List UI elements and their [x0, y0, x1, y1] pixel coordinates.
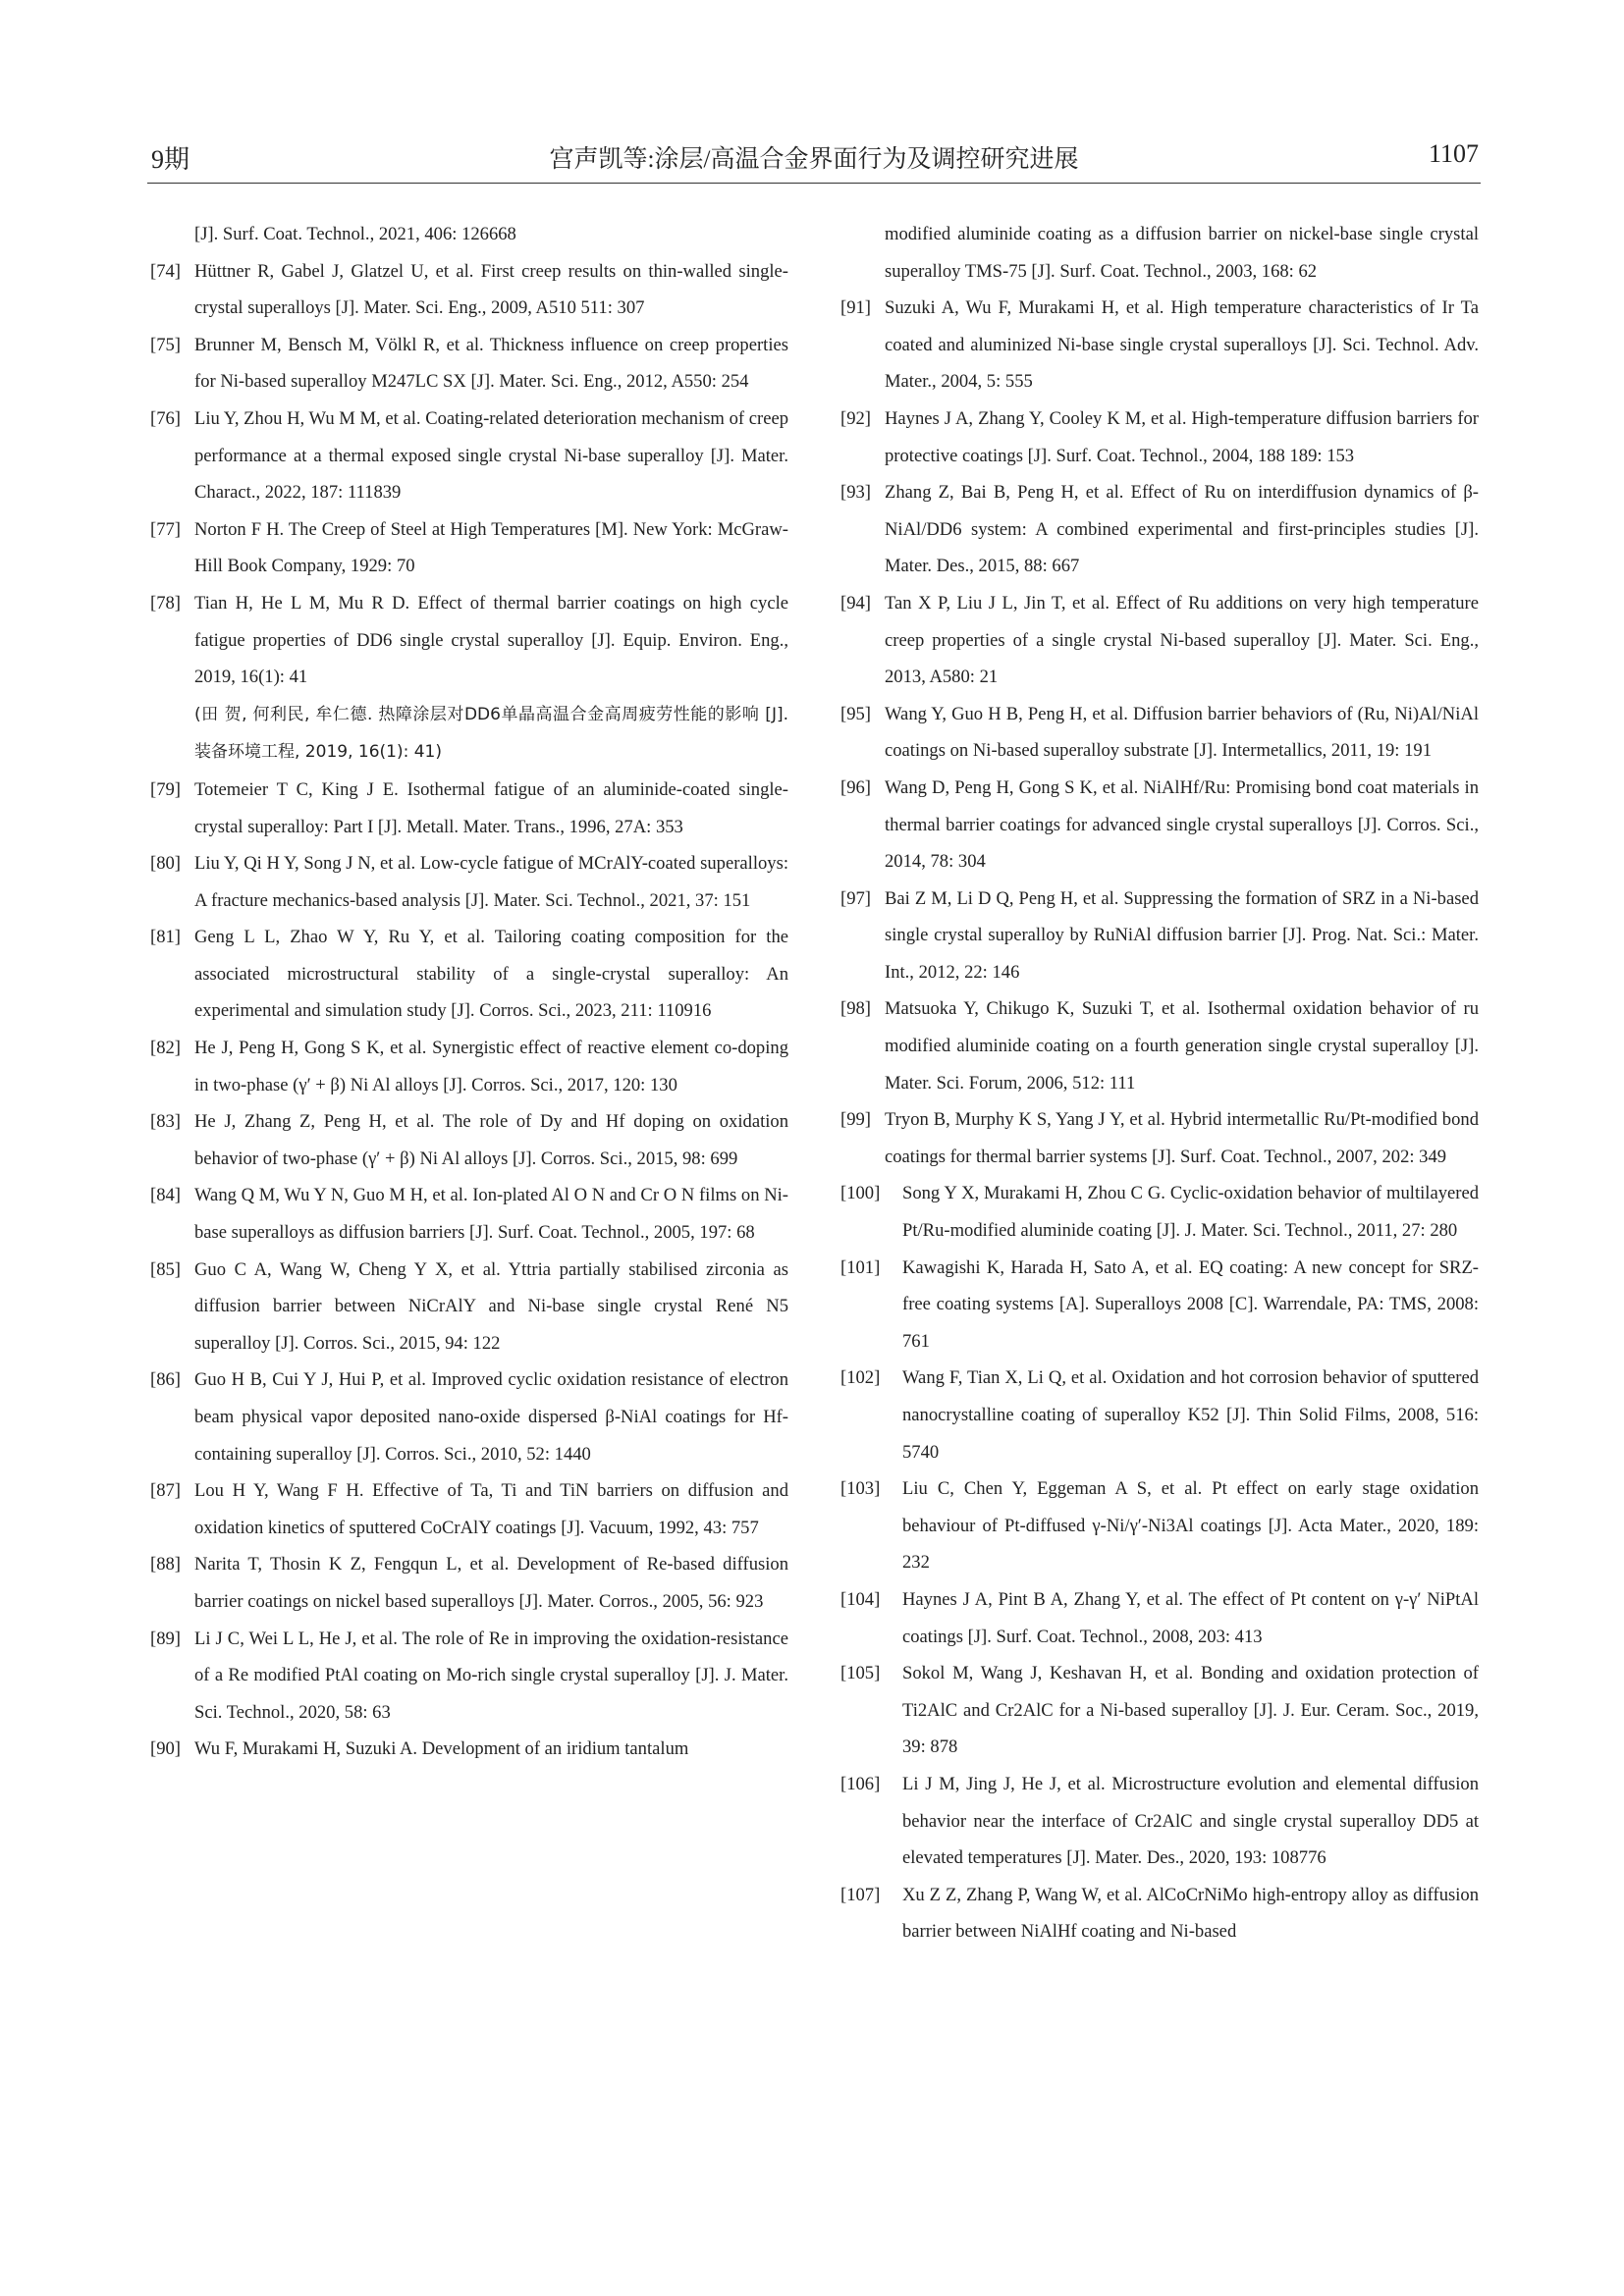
reference-entry: [150, 1621, 788, 1732]
reference-entry: [150, 1731, 788, 1768]
reference-entry: [150, 1177, 788, 1251]
reference-text: Liu Y, Zhou H, Wu M M, et al. Coating-related deterioration mechanism of creep performance at a thermal exposed single crystal Ni-base superalloy [J]. Mater. Charact., 2022, 187: 111839: [194, 407, 788, 504]
reference-entry: [840, 1175, 1479, 1249]
reference-text: Wang F, Tian X, Li Q, et al. Oxidation and hot corrosion behavior of sputtered nanocrystalline coating of superalloy K52 [J]. Thin Solid Films, 2008, 516: 5740: [902, 1367, 1479, 1463]
reference-entry: [150, 327, 788, 400]
running-title: 宫声凯等:涂层/高温合金界面行为及调控研究进展: [549, 146, 1079, 173]
reference-number: [98]: [840, 998, 871, 1020]
reference-text: modified aluminide coating as a diffusion barrier on nickel-base single crystal superalloy TMS-75 [J]. Surf. Coat. Technol., 2003, 168: 62: [885, 224, 1479, 282]
reference-entry: [150, 1362, 788, 1472]
reference-text: He J, Peng H, Gong S K, et al. Synergistic effect of reactive element co-doping in two-phase (γ′ + β) Ni Al alloys [J]. Corros. Sci., 2017, 120: 130: [194, 1038, 788, 1095]
reference-text: Wang Q M, Wu Y N, Guo M H, et al. Ion-plated Al O N and Cr O N films on Ni-base superalloys as diffusion barriers [J]. Surf. Coat. Technol., 2005, 197: 68: [194, 1185, 788, 1244]
reference-number: [105]: [840, 1663, 881, 1684]
reference-entry: [840, 1766, 1479, 1877]
reference-entry: [840, 1877, 1479, 1950]
reference-number: [75]: [150, 334, 181, 355]
reference-number: [82]: [150, 1038, 181, 1059]
reference-text: Geng L L, Zhao W Y, Ru Y, et al. Tailoring coating composition for the associated microstructural stability of a single-crystal superalloy: An experimental and simulation study [J]. Corros. Sci., 2023, 211: 110916: [194, 927, 788, 1022]
reference-entry: [840, 1581, 1479, 1655]
reference-column-left: [150, 216, 788, 1768]
reference-text: Guo C A, Wang W, Cheng Y X, et al. Yttria partially stabilised zirconia as diffusion barrier between NiCrAlY and Ni-base single crystal René N5 superalloy [J]. Corros. Sci., 2015, 94: 122: [194, 1258, 788, 1354]
header-rule: [147, 183, 1481, 184]
reference-number: [101]: [840, 1256, 881, 1278]
reference-entry: [840, 770, 1479, 881]
reference-text: Li J M, Jing J, He J, et al. Microstructure evolution and elemental diffusion behavior near the interface of Cr2AlC and single crystal superalloy DD5 at elevated temperatures [J]. Mater. Des., 2020, 193: 108776: [902, 1773, 1479, 1869]
reference-number: [93]: [840, 482, 871, 504]
reference-text: Totemeier T C, King J E. Isothermal fatigue of an aluminide-coated single-crystal superalloy: Part I [J]. Metall. Mater. Trans., 1996, 27A: 353: [194, 778, 788, 837]
reference-number: [76]: [150, 407, 181, 429]
reference-number: [95]: [840, 703, 871, 724]
reference-number: [74]: [150, 260, 181, 282]
reference-entry: [150, 1546, 788, 1620]
reference-text: Narita T, Thosin K Z, Fengqun L, et al. Development of Re-based diffusion barrier coatings on nickel based superalloys [J]. Mater. Corros., 2005, 56: 923: [194, 1554, 788, 1612]
reference-number: [107]: [840, 1884, 881, 1905]
reference-entry: [840, 990, 1479, 1101]
reference-entry: [840, 1360, 1479, 1470]
reference-entry: [150, 1252, 788, 1362]
reference-text: Sokol M, Wang J, Keshavan H, et al. Bonding and oxidation protection of Ti2AlC and Cr2AlC for a Ni-based superalloy [J]. J. Eur. Ceram. Soc., 2019, 39: 878: [902, 1663, 1479, 1758]
reference-entry: [150, 1030, 788, 1103]
reference-number: [102]: [840, 1367, 881, 1389]
reference-number: [91]: [840, 297, 871, 319]
reference-text: Tryon B, Murphy K S, Yang J Y, et al. Hybrid intermetallic Ru/Pt-modified bond coatings for thermal barrier systems [J]. Surf. Coat. Technol., 2007, 202: 349: [885, 1109, 1479, 1167]
reference-number: [99]: [840, 1109, 871, 1131]
reference-number: [94]: [840, 592, 871, 614]
reference-text: Wang Y, Guo H B, Peng H, et al. Diffusion barrier behaviors of (Ru, Ni)Al/NiAl coatings on Ni-based superalloy substrate [J]. Intermetallics, 2011, 19: 191: [885, 703, 1479, 762]
reference-text: Haynes J A, Pint B A, Zhang Y, et al. The effect of Pt content on γ-γ′ NiPtAl coatings [J]. Surf. Coat. Technol., 2008, 203: 413: [902, 1588, 1479, 1647]
page-number: 1107: [1428, 139, 1479, 168]
reference-text: [J]. Surf. Coat. Technol., 2021, 406: 126668: [194, 224, 516, 244]
reference-entry: [840, 216, 1479, 290]
reference-number: [80]: [150, 853, 181, 875]
reference-text: He J, Zhang Z, Peng H, et al. The role of Dy and Hf doping on oxidation behavior of two-phase (γ′ + β) Ni Al alloys [J]. Corros. Sci., 2015, 98: 699: [194, 1111, 788, 1169]
reference-number: [106]: [840, 1773, 881, 1794]
reference-number: [79]: [150, 778, 181, 800]
reference-text: Bai Z M, Li D Q, Peng H, et al. Suppressing the formation of SRZ in a Ni-based single crystal superalloy by RuNiAl diffusion barrier [J]. Prog. Nat. Sci.: Mater. Int., 2012, 22: 146: [885, 887, 1479, 983]
reference-entry: [840, 696, 1479, 770]
reference-entry: [150, 253, 788, 327]
reference-text: Suzuki A, Wu F, Murakami H, et al. High temperature characteristics of Ir Ta coated and aluminized Ni-base single crystal superalloys [J]. Sci. Technol. Adv. Mater., 2004, 5: 555: [885, 297, 1479, 393]
reference-entry: [840, 290, 1479, 400]
reference-number: [77]: [150, 518, 181, 540]
reference-number: [88]: [150, 1554, 181, 1575]
reference-number: [103]: [840, 1478, 881, 1500]
reference-entry: [150, 845, 788, 919]
reference-entry: [840, 1250, 1479, 1361]
reference-entry: [150, 1472, 788, 1546]
reference-entry: [840, 881, 1479, 991]
reference-number: [78]: [150, 592, 181, 614]
reference-number: [90]: [150, 1738, 181, 1760]
running-header: [147, 139, 1481, 179]
reference-number: [104]: [840, 1588, 881, 1610]
reference-number: [81]: [150, 927, 181, 948]
reference-text: Li J C, Wei L L, He J, et al. The role of Re in improving the oxidation-resistance of a Re modified PtAl coating on Mo-rich single crystal superalloy [J]. J. Mater. Sci. Technol., 2020, 58: 63: [194, 1628, 788, 1723]
reference-entry: [150, 511, 788, 585]
reference-text: Tian H, He L M, Mu R D. Effect of thermal barrier coatings on high cycle fatigue properties of DD6 single crystal superalloy [J]. Equip. Environ. Eng., 2019, 16(1): 41: [194, 592, 788, 688]
reference-entry: [840, 400, 1479, 474]
reference-number: [87]: [150, 1480, 181, 1502]
reference-entry: [150, 772, 788, 845]
reference-number: [85]: [150, 1258, 181, 1280]
reference-entry: [150, 216, 788, 253]
reference-number: [97]: [840, 887, 871, 909]
issue-label: 9期: [151, 145, 190, 174]
reference-text: Wang D, Peng H, Gong S K, et al. NiAlHf/Ru: Promising bond coat materials in thermal barrier coatings for advanced single crystal superalloys [J]. Corros. Sci., 2014, 78: 304: [885, 776, 1479, 873]
reference-number: [92]: [840, 407, 871, 429]
reference-text: Hüttner R, Gabel J, Glatzel U, et al. First creep results on thin-walled single-crystal superalloys [J]. Mater. Sci. Eng., 2009, A510 511: 307: [194, 260, 788, 319]
reference-number: [86]: [150, 1369, 181, 1391]
reference-text: Tan X P, Liu J L, Jin T, et al. Effect of Ru additions on very high temperature creep properties of a single crystal Ni-based superalloy [J]. Mater. Sci. Eng., 2013, A580: 21: [885, 592, 1479, 688]
reference-entry: [150, 585, 788, 772]
reference-text: Zhang Z, Bai B, Peng H, et al. Effect of Ru on interdiffusion dynamics of β-NiAl/DD6 system: A combined experimental and first-principles studies [J]. Mater. Des., 2015, 88: 667: [885, 482, 1479, 577]
reference-text: Song Y X, Murakami H, Zhou C G. Cyclic-oxidation behavior of multilayered Pt/Ru-modified aluminide coating [J]. J. Mater. Sci. Technol., 2011, 27: 280: [902, 1183, 1479, 1242]
reference-text: Wu F, Murakami H, Suzuki A. Development of an iridium tantalum: [194, 1738, 689, 1760]
reference-entry: [840, 1101, 1479, 1175]
reference-text: Liu C, Chen Y, Eggeman A S, et al. Pt effect on early stage oxidation behaviour of Pt-diffused γ-Ni/γ′-Ni3Al coatings [J]. Acta Mater., 2020, 189: 232: [902, 1478, 1479, 1574]
reference-entry: [150, 1103, 788, 1177]
reference-text: Brunner M, Bensch M, Völkl R, et al. Thickness influence on creep properties for Ni-based superalloy M247LC SX [J]. Mater. Sci. Eng., 2012, A550: 254: [194, 334, 788, 393]
reference-entry: [840, 474, 1479, 585]
reference-number: [100]: [840, 1183, 881, 1204]
reference-text: Matsuoka Y, Chikugo K, Suzuki T, et al. Isothermal oxidation behavior of ru modified aluminide coating on a fourth generation single crystal superalloy [J]. Mater. Sci. Forum, 2006, 512: 111: [885, 998, 1479, 1094]
reference-number: [84]: [150, 1185, 181, 1206]
reference-text: Guo H B, Cui Y J, Hui P, et al. Improved cyclic oxidation resistance of electron beam physical vapor deposited nano-oxide dispersed β-NiAl coatings for Hf-containing superalloy [J]. Corros. Sci., 2010, 52: 1440: [194, 1369, 788, 1465]
reference-column-right: [840, 216, 1479, 1950]
reference-text: Liu Y, Qi H Y, Song J N, et al. Low-cycle fatigue of MCrAlY-coated superalloys: A fracture mechanics-based analysis [J]. Mater. Sci. Technol., 2021, 37: 151: [194, 853, 788, 911]
reference-number: [89]: [150, 1628, 181, 1649]
reference-entry: [840, 1655, 1479, 1766]
reference-chinese-text: (田 贺, 何利民, 牟仁德. 热障涂层对DD6单晶高温合金高周疲劳性能的影响 [J]. 装备环境工程, 2019, 16(1): 41): [194, 704, 788, 763]
reference-number: [96]: [840, 776, 871, 798]
reference-text: Haynes J A, Zhang Y, Cooley K M, et al. High-temperature diffusion barriers for protective coatings [J]. Surf. Coat. Technol., 2004, 188 189: 153: [885, 407, 1479, 466]
reference-entry: [840, 585, 1479, 696]
reference-text: Lou H Y, Wang F H. Effective of Ta, Ti and TiN barriers on diffusion and oxidation kinetics of sputtered CoCrAlY coatings [J]. Vacuum, 1992, 43: 757: [194, 1480, 788, 1538]
reference-entry: [150, 919, 788, 1030]
reference-text: Xu Z Z, Zhang P, Wang W, et al. AlCoCrNiMo high-entropy alloy as diffusion barrier between NiAlHf coating and Ni-based: [902, 1884, 1479, 1943]
reference-entry: [840, 1470, 1479, 1581]
reference-text: Norton F H. The Creep of Steel at High Temperatures [M]. New York: McGraw-Hill Book Company, 1929: 70: [194, 518, 788, 577]
reference-number: [83]: [150, 1111, 181, 1133]
reference-entry: [150, 400, 788, 511]
reference-text: Kawagishi K, Harada H, Sato A, et al. EQ coating: A new concept for SRZ-free coating systems [A]. Superalloys 2008 [C]. Warrendale, PA: TMS, 2008: 761: [902, 1256, 1479, 1352]
